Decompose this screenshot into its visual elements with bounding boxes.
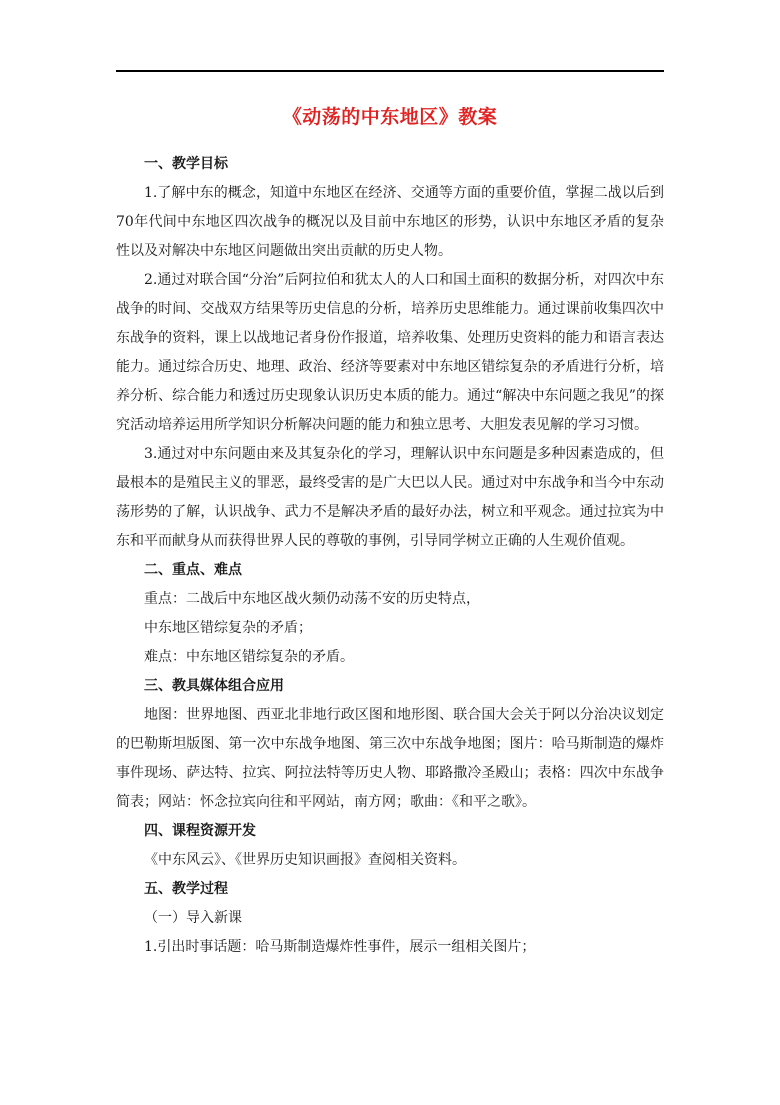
key-point-line: 中东地区错综复杂的矛盾； bbox=[144, 620, 312, 636]
media-paragraph: 地图：世界地图、西亚北非地行政区图和地形图、联合国大会关于阿以分治决议划定的巴勒斯坦版图、第一次中东战争地图、第三次中东战争地图；图片：哈马斯制造的爆炸事件现场、萨达特、拉宾、阿拉法特等历史人物、耶路撒冷圣殿山；表格：四次中东战争简表；网站：怀念拉宾向往和平网站，南方网；歌曲：《和平之歌》。 bbox=[116, 707, 664, 810]
difficulty-line: 难点：中东地区错综复杂的矛盾。 bbox=[144, 649, 354, 665]
process-subheading: （一）导入新课 bbox=[144, 910, 242, 926]
key-point-line: 重点：二战后中东地区战火频仍动荡不安的历史特点， bbox=[144, 591, 480, 607]
section-heading-objectives: 一、教学目标 bbox=[144, 156, 228, 172]
resources-paragraph: 《中东风云》、《世界历史知识画报》查阅相关资料。 bbox=[144, 852, 466, 868]
objective-paragraph-3: 3.通过对中东问题由来及其复杂化的学习，理解认识中东问题是多种因素造成的，但最根本的是殖民主义的罪恶，最终受害的是广大巴以人民。通过对中东战争和当今中东动荡形势的了解，认识战争、武力不是解决矛盾的最好办法，树立和平观念。通过拉宾为中东和平而献身从而获得世界人民的尊敬的事例，引导同学树立正确的人生观价值观。 bbox=[116, 446, 664, 549]
section-heading-resources: 四、课程资源开发 bbox=[144, 823, 256, 839]
process-paragraph: 1.引出时事话题：哈马斯制造爆炸性事件，展示一组相关图片； bbox=[144, 939, 536, 955]
section-heading-process: 五、教学过程 bbox=[144, 881, 228, 897]
document-title: 《动荡的中东地区》教案 bbox=[282, 106, 498, 128]
section-heading-media: 三、教具媒体组合应用 bbox=[144, 678, 284, 694]
header-rule bbox=[116, 70, 664, 72]
section-heading-key-points: 二、重点、难点 bbox=[144, 562, 242, 578]
objective-paragraph-2: 2.通过对联合国“分治”后阿拉伯和犹太人的人口和国土面积的数据分析，对四次中东战争的时间、交战双方结果等历史信息的分析，培养历史思维能力。通过课前收集四次中东战争的资料，课上以战地记者身份作报道，培养收集、处理历史资料的能力和语言表达能力。通过综合历史、地理、政治、经济等要素对中东地区错综复杂的矛盾进行分析，培养分析、综合能力和透过历史现象认识历史本质的能力。通过“解决中东问题之我见”的探究活动培养运用所学知识分析解决问题的能力和独立思考、大胆发表见解的学习习惯。 bbox=[116, 272, 664, 433]
document-body bbox=[116, 150, 664, 962]
objective-paragraph-1: 1.了解中东的概念，知道中东地区在经济、交通等方面的重要价值，掌握二战以后到70年代间中东地区四次战争的概况以及目前中东地区的形势，认识中东地区矛盾的复杂性以及对解决中东地区问题做出突出贡献的历史人物。 bbox=[116, 185, 664, 259]
